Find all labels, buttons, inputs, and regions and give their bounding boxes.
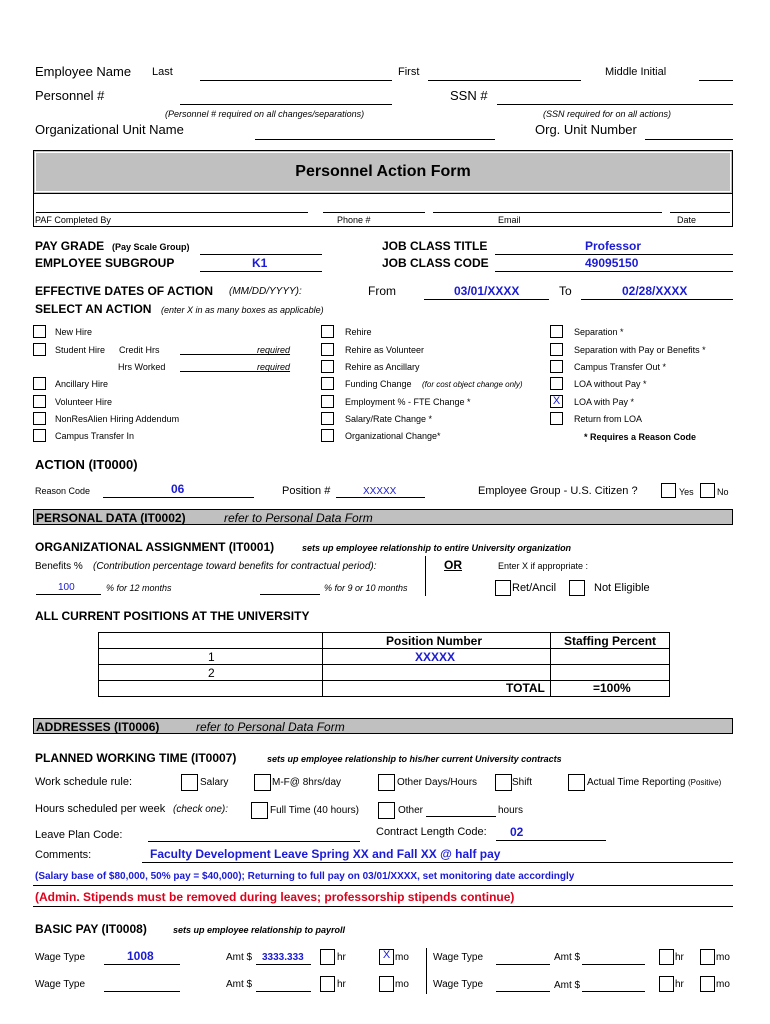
contract-length-label: Contract Length Code: xyxy=(376,826,487,838)
loa-with-pay-checkbox[interactable]: X xyxy=(550,395,563,408)
salary-checkbox[interactable] xyxy=(181,774,198,791)
mf-label: M-F@ 8hrs/day xyxy=(272,777,342,788)
hr-checkbox[interactable] xyxy=(659,976,674,992)
hr-label: hr xyxy=(675,952,684,963)
loa-with-pay-label: LOA with Pay * xyxy=(574,397,635,407)
to-label: To xyxy=(559,284,572,298)
total-label: TOTAL xyxy=(506,681,545,695)
shift-checkbox[interactable] xyxy=(495,774,512,791)
middle-initial-field[interactable] xyxy=(699,80,733,81)
benefits-label: Benefits % xyxy=(35,561,83,572)
pay-grade-field[interactable] xyxy=(200,254,322,255)
check-one-hint: (check one): xyxy=(173,804,229,815)
mo-checkbox[interactable]: X xyxy=(379,949,394,965)
rehire-checkbox[interactable] xyxy=(321,325,334,338)
wage-type-field[interactable] xyxy=(496,964,550,965)
citizen-no-label: No xyxy=(717,487,729,497)
ssn-label: SSN # xyxy=(450,88,488,103)
volunteer-hire-label: Volunteer Hire xyxy=(55,397,113,407)
amount-field[interactable] xyxy=(582,991,645,992)
org-unit-name-field[interactable] xyxy=(255,139,495,140)
working-time-note: sets up employee relationship to his/her current University contracts xyxy=(267,754,562,764)
pay-grade-label: PAY GRADE xyxy=(35,239,105,253)
other-hours-checkbox[interactable] xyxy=(378,802,395,819)
mo-checkbox[interactable] xyxy=(700,949,715,965)
salary-label: Salary xyxy=(200,777,229,788)
citizen-yes-checkbox[interactable] xyxy=(661,483,676,498)
basic-pay-heading: BASIC PAY (IT0008) xyxy=(35,922,147,936)
for-9-10-label: % for 9 or 10 months xyxy=(324,583,408,593)
middle-initial-label: Middle Initial xyxy=(605,66,667,78)
credit-hrs-required: required xyxy=(257,345,291,355)
separation-pay-checkbox[interactable] xyxy=(550,343,563,356)
from-label: From xyxy=(368,284,396,298)
personal-data-heading: PERSONAL DATA (IT0002) xyxy=(36,511,186,525)
funding-change-checkbox[interactable] xyxy=(321,377,334,390)
wage-type-field[interactable] xyxy=(104,964,180,965)
select-action-hint: (enter X in as many boxes as applicable) xyxy=(161,305,324,315)
other-days-checkbox[interactable] xyxy=(378,774,395,791)
separation-checkbox[interactable] xyxy=(550,325,563,338)
enter-x-label: Enter X if appropriate : xyxy=(498,561,589,571)
effective-dates-label: EFFECTIVE DATES OF ACTION xyxy=(35,284,214,298)
form-title: Personnel Action Form xyxy=(295,163,471,180)
hr-label: hr xyxy=(337,952,346,963)
job-code-field[interactable] xyxy=(495,271,733,272)
org-change-checkbox[interactable] xyxy=(321,429,334,442)
separation-pay-label: Separation with Pay or Benefits * xyxy=(574,345,706,355)
citizen-no-checkbox[interactable] xyxy=(700,483,715,498)
action-heading: ACTION (IT0000) xyxy=(35,457,138,472)
date-format-hint: (MM/DD/YYYY): xyxy=(229,286,302,297)
from-date-field[interactable] xyxy=(424,299,549,300)
to-date-field[interactable] xyxy=(581,299,733,300)
student-hire-label: Student Hire xyxy=(55,345,106,355)
hrs-worked-required: required xyxy=(257,362,291,372)
return-from-loa-checkbox[interactable] xyxy=(550,412,563,425)
org-assignment-heading: ORGANIZATIONAL ASSIGNMENT (IT0001) xyxy=(35,540,275,554)
wage-type-field[interactable] xyxy=(104,991,180,992)
rehire-label: Rehire xyxy=(345,327,372,337)
actual-time-checkbox[interactable] xyxy=(568,774,585,791)
ssn-field[interactable] xyxy=(497,104,733,105)
pay-grade-sub: (Pay Scale Group) xyxy=(112,242,190,252)
rehire-ancillary-label: Rehire as Ancillary xyxy=(345,362,420,372)
personal-data-bar xyxy=(33,509,733,525)
amount-field[interactable] xyxy=(256,964,311,965)
hrs-worked-label: Hrs Worked xyxy=(118,362,166,372)
leave-plan-label: Leave Plan Code: xyxy=(35,829,123,841)
paf-completed-by-field[interactable] xyxy=(36,212,308,213)
org-unit-name-label: Organizational Unit Name xyxy=(35,122,184,137)
campus-transfer-in-checkbox[interactable] xyxy=(33,429,46,442)
not-eligible-checkbox[interactable] xyxy=(569,580,585,596)
wage-type-label: Wage Type xyxy=(35,979,86,990)
loa-without-pay-label: LOA without Pay * xyxy=(574,379,647,389)
other-hours-label: Other xyxy=(398,805,424,816)
separation-label: Separation * xyxy=(574,327,624,337)
wage-type-label: Wage Type xyxy=(35,952,86,963)
reason-code-label: Reason Code xyxy=(35,486,91,496)
ancillary-hire-label: Ancillary Hire xyxy=(55,379,109,389)
employee-subgroup-label: EMPLOYEE SUBGROUP xyxy=(35,256,175,270)
new-hire-label: New Hire xyxy=(55,327,93,337)
comments-field[interactable] xyxy=(142,862,733,863)
position-value: XXXXX xyxy=(363,486,397,497)
email-field[interactable] xyxy=(433,212,662,213)
employee-group-label: Employee Group - U.S. Citizen ? xyxy=(478,485,638,497)
contract-length-value: 02 xyxy=(510,825,524,839)
ret-ancil-checkbox[interactable] xyxy=(495,580,511,596)
funding-change-note: (for cost object change only) xyxy=(422,380,523,389)
job-class-title-value: Professor xyxy=(585,239,642,253)
employment-pct-checkbox[interactable] xyxy=(321,395,334,408)
rehire-volunteer-label: Rehire as Volunteer xyxy=(345,345,425,355)
basic-pay-note: sets up employee relationship to payroll xyxy=(173,925,346,935)
personnel-number-label: Personnel # xyxy=(35,88,105,103)
first-name-field[interactable] xyxy=(428,80,581,81)
date-label: Date xyxy=(677,215,697,225)
wage-type-field[interactable] xyxy=(496,991,550,992)
mo-label: mo xyxy=(395,952,409,963)
email-label: Email xyxy=(498,215,521,225)
position-row-index: 2 xyxy=(208,666,215,680)
job-class-code-value: 49095150 xyxy=(585,256,639,270)
campus-transfer-out-checkbox[interactable] xyxy=(550,360,563,373)
hr-checkbox[interactable] xyxy=(320,976,335,992)
amount-label: Amt $ xyxy=(226,979,253,990)
job-class-title-label: JOB CLASS TITLE xyxy=(382,239,488,253)
org-unit-number-label: Org. Unit Number xyxy=(535,122,637,137)
comment-line-3: (Admin. Stipends must be removed during leaves; professorship stipends continue) xyxy=(35,890,515,904)
addresses-heading: ADDRESSES (IT0006) xyxy=(36,720,160,734)
wage-type-label: Wage Type xyxy=(433,952,484,963)
or-label: OR xyxy=(444,558,462,572)
rehire-volunteer-checkbox[interactable] xyxy=(321,343,334,356)
amount-field[interactable] xyxy=(256,991,311,992)
amount-label: Amt $ xyxy=(554,980,581,991)
nonresalien-checkbox[interactable] xyxy=(33,412,46,425)
amount-label: Amt $ xyxy=(226,952,253,963)
work-schedule-label: Work schedule rule: xyxy=(35,776,133,788)
comment-line-1: Faculty Development Leave Spring XX and Fall XX @ half pay xyxy=(150,847,501,861)
actual-time-label: Actual Time Reporting xyxy=(587,777,686,788)
mf-checkbox[interactable] xyxy=(254,774,271,791)
requires-reason-note: * Requires a Reason Code xyxy=(584,432,697,442)
working-time-heading: PLANNED WORKING TIME (IT0007) xyxy=(35,751,237,765)
paf-completed-by-label: PAF Completed By xyxy=(35,215,111,225)
return-from-loa-label: Return from LOA xyxy=(574,414,643,424)
org-unit-number-field[interactable] xyxy=(645,139,733,140)
salary-change-checkbox[interactable] xyxy=(321,412,334,425)
contract-length-field[interactable] xyxy=(496,840,606,841)
org-assignment-note: sets up employee relationship to entire University organization xyxy=(302,543,572,553)
positions-heading: ALL CURRENT POSITIONS AT THE UNIVERSITY xyxy=(35,609,310,623)
job-title-field[interactable] xyxy=(495,254,733,255)
first-label: First xyxy=(398,66,420,78)
hours-label: hours xyxy=(498,805,524,816)
campus-transfer-in-label: Campus Transfer In xyxy=(55,431,135,441)
leave-plan-field[interactable] xyxy=(148,841,360,842)
salary-change-label: Salary/Rate Change * xyxy=(345,414,433,424)
hr-label: hr xyxy=(337,979,346,990)
full-time-label: Full Time (40 hours) xyxy=(270,805,359,816)
volunteer-hire-checkbox[interactable] xyxy=(33,395,46,408)
funding-change-label: Funding Change xyxy=(345,379,412,389)
addresses-note: refer to Personal Data Form xyxy=(196,720,345,734)
actual-time-note: (Positive) xyxy=(688,778,722,787)
amount-label: Amt $ xyxy=(554,952,581,963)
hr-checkbox[interactable] xyxy=(659,949,674,965)
org-change-label: Organizational Change* xyxy=(345,431,441,441)
not-eligible-label: Not Eligible xyxy=(594,582,650,594)
benefits-12-value: 100 xyxy=(58,582,75,593)
campus-transfer-out-label: Campus Transfer Out * xyxy=(574,362,667,372)
staffing-percent-header: Staffing Percent xyxy=(564,634,657,648)
subgroup-field[interactable] xyxy=(200,271,322,272)
credit-hrs-label: Credit Hrs xyxy=(119,345,160,355)
other-hours-field[interactable] xyxy=(426,816,496,817)
hours-week-label: Hours scheduled per week xyxy=(35,803,166,815)
personnel-note: (Personnel # required on all changes/separations) xyxy=(165,109,365,119)
position-row-number: XXXXX xyxy=(415,650,456,664)
mo-label: mo xyxy=(716,952,730,963)
mo-label: mo xyxy=(716,979,730,990)
job-class-code-label: JOB CLASS CODE xyxy=(382,256,489,270)
citizen-yes-label: Yes xyxy=(679,487,694,497)
addresses-bar xyxy=(33,718,733,734)
rehire-ancillary-checkbox[interactable] xyxy=(321,360,334,373)
wage-type-label: Wage Type xyxy=(433,979,484,990)
comments-label: Comments: xyxy=(35,849,92,861)
date-field[interactable] xyxy=(670,212,730,213)
employee-subgroup-value: K1 xyxy=(252,256,268,270)
position-field[interactable] xyxy=(336,497,425,498)
reason-code-field[interactable] xyxy=(103,497,254,498)
wage-type-value: 1008 xyxy=(127,949,154,963)
amount-value: 3333.333 xyxy=(262,952,304,963)
from-date-value: 03/01/XXXX xyxy=(454,284,520,298)
for-12-label: % for 12 months xyxy=(106,583,172,593)
employee-name-label: Employee Name xyxy=(35,64,132,79)
total-value: =100% xyxy=(593,681,631,695)
last-name-field[interactable] xyxy=(200,80,392,81)
ret-ancil-label: Ret/Ancil xyxy=(512,582,557,594)
ssn-note: (SSN required for on all actions) xyxy=(543,109,672,119)
completed-by-box xyxy=(33,194,733,227)
benefits-9-10-field[interactable] xyxy=(260,594,320,595)
new-hire-checkbox[interactable] xyxy=(33,325,46,338)
last-label: Last xyxy=(152,66,173,78)
hr-checkbox[interactable] xyxy=(320,949,335,965)
personal-data-note: refer to Personal Data Form xyxy=(224,511,373,525)
comment-line-2: (Salary base of $80,000, 50% pay = $40,000); Returning to full pay on 03/01/XXXX, set monitoring date accordingly xyxy=(35,871,575,882)
amount-field[interactable] xyxy=(582,964,645,965)
title-bar xyxy=(33,150,733,194)
position-row-index: 1 xyxy=(208,650,215,664)
position-label: Position # xyxy=(282,485,331,497)
mo-checkbox[interactable] xyxy=(379,976,394,992)
phone-field[interactable] xyxy=(323,212,425,213)
reason-code-value: 06 xyxy=(171,482,185,496)
mo-label: mo xyxy=(395,979,409,990)
loa-without-pay-checkbox[interactable] xyxy=(550,377,563,390)
ancillary-hire-checkbox[interactable] xyxy=(33,377,46,390)
hr-label: hr xyxy=(675,979,684,990)
shift-label: Shift xyxy=(512,777,533,788)
student-hire-checkbox[interactable] xyxy=(33,343,46,356)
nonresalien-label: NonResAlien Hiring Addendum xyxy=(55,414,180,424)
select-action-label: SELECT AN ACTION xyxy=(35,302,152,316)
personnel-number-field[interactable] xyxy=(180,104,392,105)
benefits-hint: (Contribution percentage toward benefits for contractual period): xyxy=(93,561,377,572)
to-date-value: 02/28/XXXX xyxy=(622,284,688,298)
other-days-label: Other Days/Hours xyxy=(397,777,478,788)
employment-pct-label: Employment % - FTE Change * xyxy=(345,397,471,407)
phone-label: Phone # xyxy=(337,215,371,225)
mo-checkbox[interactable] xyxy=(700,976,715,992)
full-time-checkbox[interactable] xyxy=(251,802,268,819)
benefits-12-field[interactable] xyxy=(36,594,101,595)
position-number-header: Position Number xyxy=(386,634,483,648)
